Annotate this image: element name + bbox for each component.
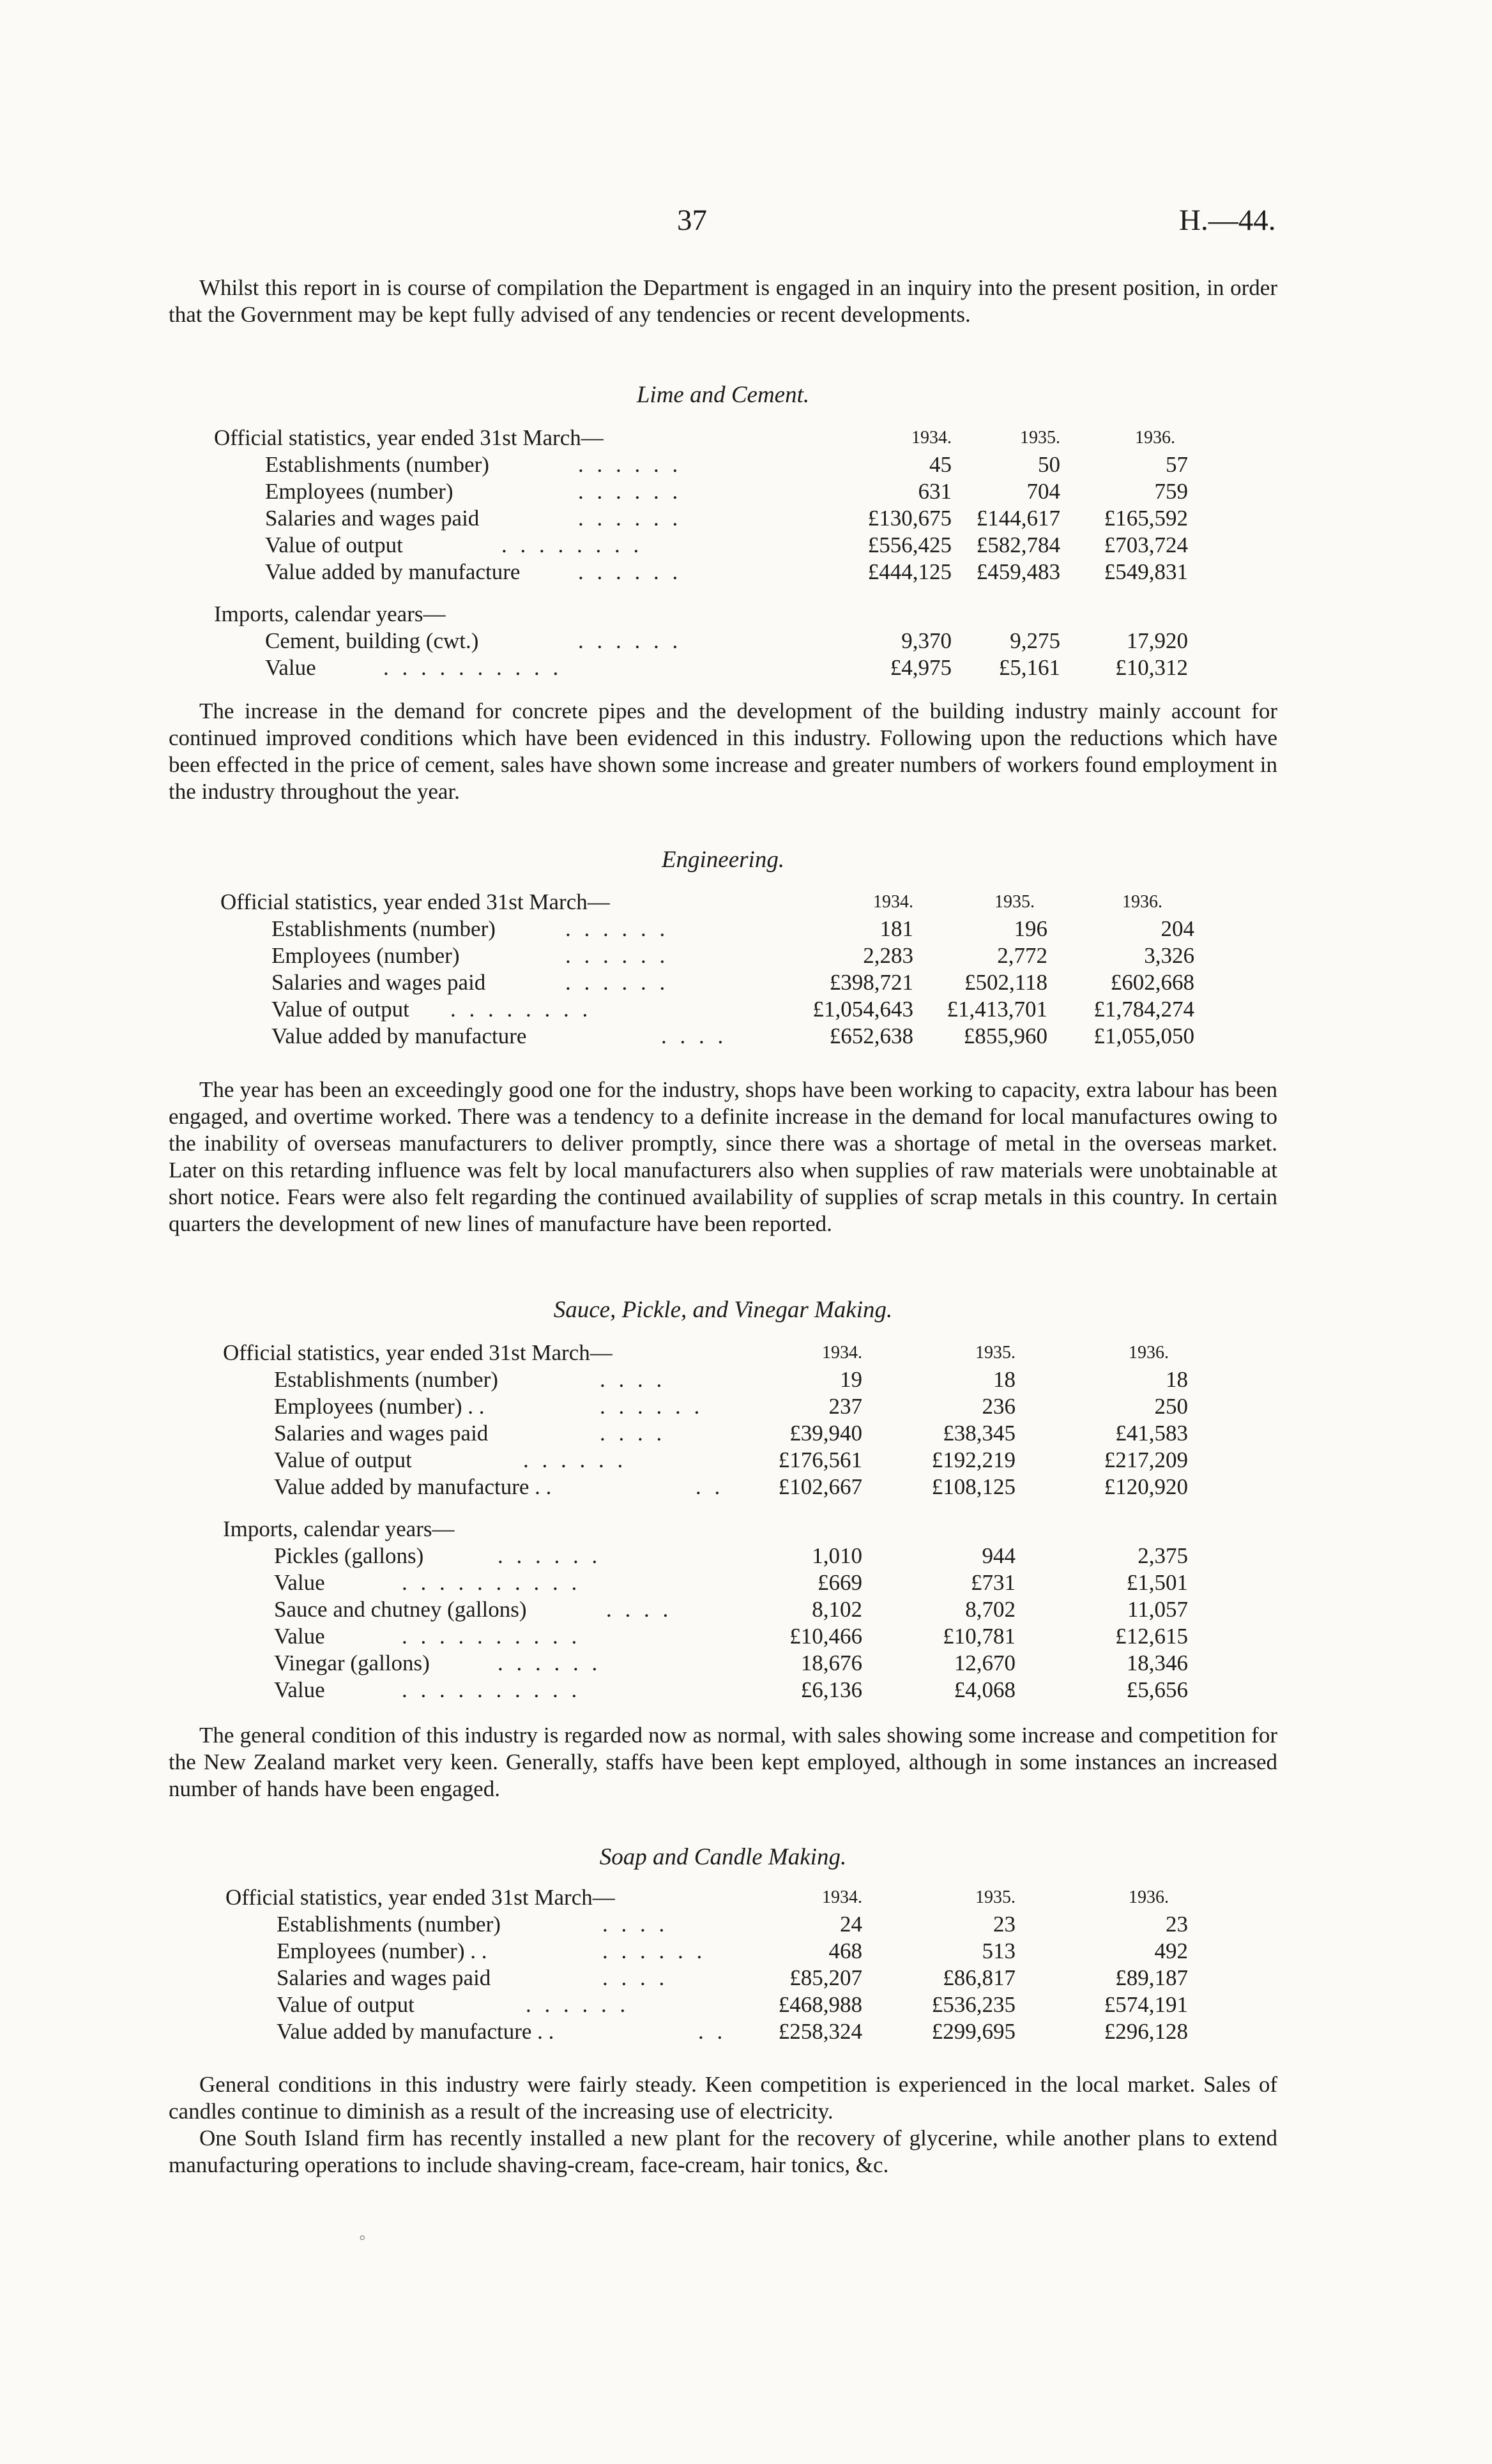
value-1934: £444,125 <box>867 559 952 584</box>
stats-title: Official statistics, year ended 31st March— <box>223 1340 613 1365</box>
year-1936: 1936. <box>1129 1343 1169 1363</box>
value-1934: £556,425 <box>867 533 952 557</box>
leader-dots: . . . . . . . . . . <box>402 1624 581 1649</box>
value-1934: 9,370 <box>901 628 952 653</box>
row-label: Value of output <box>274 1447 412 1472</box>
row-label: Sauce and chutney (gallons) <box>274 1597 527 1622</box>
leader-dots: . . . . . . <box>578 559 682 584</box>
table-row <box>223 1420 1188 1447</box>
value-1935: £731 <box>971 1570 1016 1595</box>
leader-dots: . . . . . . <box>565 970 669 995</box>
value-1935: £459,483 <box>976 559 1060 584</box>
value-1936: £165,592 <box>1104 506 1188 531</box>
imports-title: Imports, calendar years— <box>223 1516 455 1541</box>
value-1934: £669 <box>818 1570 862 1595</box>
value-1935: 23 <box>993 1912 1016 1937</box>
paragraph-sauce-pickle-vinegar: The general condition of this industry is regarded now as normal, with sales showing some increase and competition for the New Zealand market very keen. Generally, staffs have been kept employed, although in some instances an increased number of hands have been engaged. <box>169 1723 1277 1801</box>
table-row <box>214 451 1188 478</box>
leader-dots: . . . . . . <box>578 628 682 653</box>
value-1934: £176,561 <box>778 1447 862 1472</box>
year-1934: 1934. <box>822 1887 862 1907</box>
year-1935: 1935. <box>975 1887 1016 1907</box>
row-label: Value of output <box>277 1992 415 2017</box>
table-row <box>225 1965 1188 1992</box>
value-1936: £703,724 <box>1104 533 1188 557</box>
stats-title: Official statistics, year ended 31st March— <box>214 425 604 450</box>
row-label: Value added by manufacture . . <box>277 2019 554 2044</box>
value-1934: 468 <box>828 1939 862 1963</box>
table-row <box>223 1596 1188 1623</box>
table-row <box>223 1447 1188 1474</box>
value-1935: 12,670 <box>954 1651 1016 1675</box>
value-1936: 759 <box>1154 479 1188 504</box>
value-1936: £1,055,050 <box>1093 1024 1194 1048</box>
value-1935: 236 <box>982 1394 1016 1419</box>
stats-table-sauce-pickle-vinegar <box>223 1340 1188 1704</box>
row-label: Vinegar (gallons) <box>274 1651 430 1675</box>
row-label: Establishments (number) <box>274 1367 498 1392</box>
value-1935: £192,219 <box>931 1447 1016 1472</box>
section-heading-engineering: Engineering. <box>661 847 785 873</box>
value-1935: £536,235 <box>931 1992 1016 2017</box>
value-1936: 23 <box>1166 1912 1188 1937</box>
table-row <box>214 505 1188 532</box>
table-row <box>214 559 1188 586</box>
row-label: Establishments (number) <box>265 452 489 477</box>
row-label: Establishments (number) <box>277 1912 501 1937</box>
year-1936: 1936. <box>1129 1887 1169 1907</box>
value-1934: £85,207 <box>789 1965 862 1990</box>
value-1936: £217,209 <box>1104 1447 1188 1472</box>
value-1935: £855,960 <box>963 1024 1047 1048</box>
year-1935: 1935. <box>975 1343 1016 1363</box>
table-header-row <box>225 1884 1188 1911</box>
table-row <box>225 1938 1188 1965</box>
row-label: Value <box>274 1570 325 1595</box>
value-1935: 18 <box>993 1367 1016 1392</box>
value-1934: 237 <box>828 1394 862 1419</box>
value-1936: £10,312 <box>1115 655 1188 680</box>
row-label: Value of output <box>271 997 409 1022</box>
value-1936: £89,187 <box>1115 1965 1188 1990</box>
value-1936: £1,784,274 <box>1093 997 1194 1022</box>
year-1934: 1934. <box>822 1343 862 1363</box>
value-1935: 9,275 <box>1010 628 1060 653</box>
leader-dots: . . . . <box>606 1597 673 1622</box>
value-1934: £130,675 <box>867 506 952 531</box>
value-1935: £86,817 <box>943 1965 1016 1990</box>
table-header-row <box>220 889 1194 916</box>
value-1934: £6,136 <box>800 1677 862 1702</box>
table-row <box>225 2018 1188 2045</box>
value-1936: 11,057 <box>1127 1597 1188 1622</box>
table-row <box>214 628 1188 654</box>
value-1934: 8,102 <box>812 1597 862 1622</box>
value-1935: £502,118 <box>964 970 1047 995</box>
year-1934: 1934. <box>873 892 913 912</box>
value-1934: £102,667 <box>778 1474 862 1499</box>
value-1936: £1,501 <box>1126 1570 1188 1595</box>
leader-dots: . . . . . . <box>565 943 669 968</box>
row-label: Value added by manufacture <box>265 559 521 584</box>
section-heading-soap-candle: Soap and Candle Making. <box>599 1844 847 1870</box>
row-label: Pickles (gallons) <box>274 1543 424 1568</box>
year-1934: 1934. <box>911 428 952 448</box>
row-label: Value <box>265 655 316 680</box>
value-1936: 57 <box>1166 452 1188 477</box>
value-1935: 50 <box>1038 452 1060 477</box>
stats-table-engineering <box>220 889 1194 1050</box>
leader-dots: . . . . . . <box>600 1394 704 1419</box>
imports-title: Imports, calendar years— <box>214 601 446 626</box>
value-1936: 250 <box>1154 1394 1188 1419</box>
stats-table-lime-cement <box>214 425 1188 681</box>
value-1936: £41,583 <box>1115 1421 1188 1446</box>
value-1934: 181 <box>879 916 913 941</box>
imports-title-row <box>223 1516 1188 1543</box>
value-1936: 2,375 <box>1138 1543 1188 1568</box>
value-1935: £4,068 <box>954 1677 1016 1702</box>
leader-dots: . . . . . . <box>526 1992 630 2017</box>
row-label: Value <box>274 1624 325 1649</box>
value-1934: 19 <box>840 1367 862 1392</box>
value-1935: 513 <box>982 1939 1016 1963</box>
value-1935: 2,772 <box>997 943 1047 968</box>
value-1935: £299,695 <box>931 2019 1016 2044</box>
value-1935: 944 <box>982 1543 1016 1568</box>
paragraph-soap-candle-2: One South Island firm has recently installed a new plant for the recovery of glycerine, while another plans to extend manufacturing operations to include shaving-cream, face-cream, hair tonics, &c. <box>169 2126 1277 2177</box>
value-1934: £398,721 <box>829 970 913 995</box>
value-1934: £4,975 <box>890 655 952 680</box>
table-header-row <box>223 1340 1188 1366</box>
paragraph-engineering: The year has been an exceedingly good one for the industry, shops have been working to capacity, extra labour has been engaged, and overtime worked. There was a tendency to a definite increase in the demand for local manufactures owing to the inability of overseas manufacturers to deliver promptly, since there was a shortage of metal in the overseas market. Later on this retarding influence was felt by local manufacturers also when supplies of raw materials were unobtainable at short notice. Fears were also felt regarding the continued availability of supplies of scrap metals in this country. In certain quarters the development of new lines of manufacture have been reported. <box>169 1077 1277 1236</box>
leader-dots: . . . . <box>602 1965 669 1990</box>
leader-dots: . . . . <box>661 1024 727 1048</box>
value-1934: £10,466 <box>789 1624 862 1649</box>
value-1936: £12,615 <box>1115 1624 1188 1649</box>
leader-dots: . . . . . . <box>498 1651 602 1675</box>
row-label: Cement, building (cwt.) <box>265 628 479 653</box>
value-1934: £258,324 <box>778 2019 862 2044</box>
table-row <box>214 654 1188 681</box>
table-row <box>223 1366 1188 1393</box>
row-label: Salaries and wages paid <box>265 506 480 531</box>
row-label: Value added by manufacture . . <box>274 1474 552 1499</box>
value-1936: 492 <box>1154 1939 1188 1963</box>
value-1935: £1,413,701 <box>947 997 1047 1022</box>
stats-title: Official statistics, year ended 31st March— <box>225 1885 615 1910</box>
table-row <box>223 1543 1188 1569</box>
value-1934: 24 <box>840 1912 862 1937</box>
value-1935: £38,345 <box>943 1421 1016 1446</box>
leader-dots: . . . . . . . . . . <box>402 1677 581 1702</box>
year-1935: 1935. <box>994 892 1035 912</box>
row-label: Establishments (number) <box>271 916 496 941</box>
row-label: Salaries and wages paid <box>271 970 486 995</box>
table-row <box>225 1911 1188 1938</box>
value-1936: £120,920 <box>1104 1474 1188 1499</box>
value-1935: 196 <box>1014 916 1047 941</box>
table-row <box>223 1474 1188 1500</box>
value-1935: £144,617 <box>976 506 1060 531</box>
leader-dots: . . . . . . <box>578 506 682 531</box>
row-label: Employees (number) <box>265 479 453 504</box>
table-header-row <box>214 425 1188 451</box>
value-1934: 631 <box>918 479 952 504</box>
stray-mark: ◦ <box>359 2227 366 2248</box>
row-label: Salaries and wages paid <box>274 1421 489 1446</box>
leader-dots: . . . . . . <box>523 1447 627 1472</box>
value-1935: £10,781 <box>943 1624 1016 1649</box>
imports-title-row <box>214 601 1188 628</box>
value-1934: £39,940 <box>789 1421 862 1446</box>
leader-dots: . . . . . . <box>565 916 669 941</box>
leader-dots: . . . . . . . . <box>450 997 592 1022</box>
value-1936: 18,346 <box>1126 1651 1188 1675</box>
value-1936: £549,831 <box>1104 559 1188 584</box>
value-1936: £5,656 <box>1126 1677 1188 1702</box>
value-1935: £582,784 <box>976 533 1060 557</box>
leader-dots: . . <box>698 2019 727 2044</box>
year-1936: 1936. <box>1135 428 1175 448</box>
paragraph-soap-candle-1: General conditions in this industry were fairly steady. Keen competition is experienced in the local market. Sales of candles continue to diminish as a result of the increasing use of electricity. <box>169 2072 1277 2124</box>
leader-dots: . . . . . . . . . . <box>402 1570 581 1595</box>
value-1936: £574,191 <box>1104 1992 1188 2017</box>
leader-dots: . . . . . . . . <box>501 533 643 557</box>
value-1934: 2,283 <box>863 943 913 968</box>
year-1936: 1936. <box>1122 892 1162 912</box>
leader-dots: . . . . . . . . . . <box>383 655 563 680</box>
value-1934: £468,988 <box>778 1992 862 2017</box>
leader-dots: . . . . . . <box>498 1543 602 1568</box>
table-row <box>223 1650 1188 1677</box>
row-label: Employees (number) <box>271 943 460 968</box>
value-1934: £1,054,643 <box>812 997 913 1022</box>
row-label: Value <box>274 1677 325 1702</box>
section-heading-lime-cement: Lime and Cement. <box>636 382 810 408</box>
leader-dots: . . . . . . <box>578 452 682 477</box>
stats-table-soap-candle <box>225 1884 1188 2045</box>
table-row <box>220 942 1194 969</box>
value-1935: £108,125 <box>931 1474 1016 1499</box>
row-label: Value of output <box>265 533 403 557</box>
leader-dots: . . . . <box>602 1912 669 1937</box>
stats-title: Official statistics, year ended 31st March— <box>220 889 610 914</box>
value-1936: £296,128 <box>1104 2019 1188 2044</box>
table-row <box>223 1623 1188 1650</box>
value-1935: 704 <box>1026 479 1060 504</box>
value-1934: 45 <box>929 452 952 477</box>
table-row <box>225 1992 1188 2018</box>
table-row <box>223 1569 1188 1596</box>
table-row <box>220 969 1194 996</box>
value-1936: 204 <box>1161 916 1194 941</box>
value-1934: 1,010 <box>812 1543 862 1568</box>
paragraph-lime-cement: The increase in the demand for concrete pipes and the development of the building industry mainly account for continued improved conditions which have been evidenced in this industry. Following upon the reductions which have been effected in the price of cement, sales have shown some increase and greater numbers of workers found employment in the industry throughout the year. <box>169 699 1277 804</box>
value-1936: £602,668 <box>1110 970 1194 995</box>
table-row <box>220 916 1194 942</box>
value-1935: 8,702 <box>965 1597 1016 1622</box>
intro-paragraph: Whilst this report in is course of compilation the Department is engaged in an inquiry into the present position, in order that the Government may be kept fully advised of any tendencies or recent developments. <box>169 275 1277 327</box>
table-row <box>223 1677 1188 1704</box>
value-1936: 17,920 <box>1126 628 1188 653</box>
leader-dots: . . . . <box>600 1367 666 1392</box>
value-1934: 18,676 <box>800 1651 862 1675</box>
table-row <box>223 1393 1188 1420</box>
leader-dots: . . . . <box>600 1421 666 1446</box>
leader-dots: . . . . . . <box>578 479 682 504</box>
row-label: Salaries and wages paid <box>277 1965 491 1990</box>
row-label: Employees (number) . . <box>274 1394 485 1419</box>
table-row <box>214 478 1188 505</box>
document-code: H.—44. <box>1179 204 1276 237</box>
value-1934: £652,638 <box>829 1024 913 1048</box>
leader-dots: . . <box>696 1474 724 1499</box>
value-1935: £5,161 <box>998 655 1060 680</box>
row-label: Value added by manufacture <box>271 1024 527 1048</box>
section-heading-sauce-pickle-vinegar: Sauce, Pickle, and Vinegar Making. <box>553 1297 893 1323</box>
value-1936: 18 <box>1166 1367 1188 1392</box>
leader-dots: . . . . . . <box>602 1939 706 1963</box>
table-row <box>214 532 1188 559</box>
table-row <box>220 996 1194 1023</box>
table-row <box>220 1023 1194 1050</box>
year-1935: 1935. <box>1020 428 1060 448</box>
row-label: Employees (number) . . <box>277 1939 487 1963</box>
page-number: 37 <box>677 204 707 237</box>
value-1936: 3,326 <box>1144 943 1194 968</box>
